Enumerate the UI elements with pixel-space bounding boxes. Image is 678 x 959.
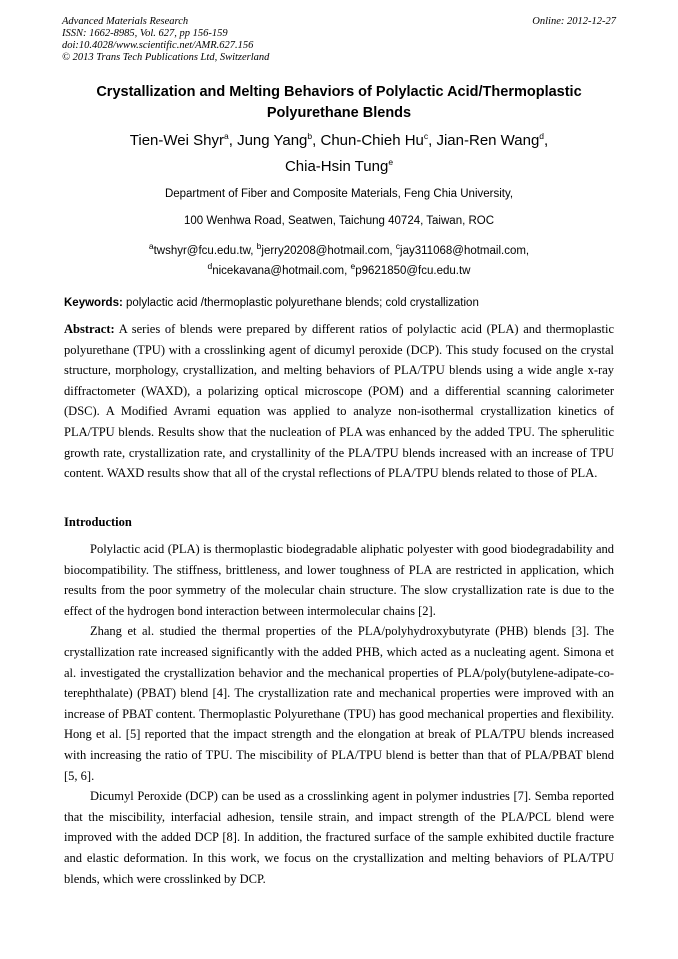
author-sup: c bbox=[423, 131, 429, 141]
email-list bbox=[40, 241, 638, 281]
keywords-text: polylactic acid /thermoplastic polyurethane blends; cold crystallization bbox=[122, 297, 479, 309]
author-list bbox=[40, 128, 638, 180]
title-line-2: Polyurethane Blends bbox=[266, 105, 412, 121]
introduction-heading: Introduction bbox=[64, 515, 132, 529]
abstract-paragraph bbox=[64, 319, 614, 484]
keywords-label: Keywords: bbox=[64, 297, 123, 309]
abstract-text: A series of blends were prepared by different ratios of polylactic acid (PLA) and thermoplastic polyurethane (TPU) with a crosslinking agent of dicumyl peroxide (DCP). This study focused on the crystal structure, morphology, crystallization, and melting behaviors of PLA/TPU blends using a wide angle x-ray diffractometer (WAXD), a polarizing optical microscope (POM) and a differential scanning calorimeter (DSC). A Modified Avrami equation was applied to analyze non-isothermal crystallization kinetics of PLA/TPU blends. Results show that the nucleation of PLA was enhanced by the added TPU. The spherulitic growth rate, crystallization rate, and crystallinity of the PLA/TPU blends increased with an increase of TPU content. WAXD results show that all of the crystal reflections of PLA/TPU blends related to those of PLA. bbox=[64, 322, 614, 481]
affiliation-line-1: Department of Fiber and Composite Materials, Feng Chia University, bbox=[164, 188, 514, 200]
author-name: Chia-Hsin Tung bbox=[284, 158, 389, 175]
author-sep: , bbox=[228, 132, 238, 149]
email-address: nicekavana@hotmail.com, bbox=[212, 265, 351, 277]
author-line-2 bbox=[40, 154, 638, 180]
author-name: Tien-Wei Shyr bbox=[129, 132, 224, 149]
abstract-label: Abstract: bbox=[64, 322, 115, 336]
paper-title bbox=[40, 82, 638, 124]
intro-paragraph-1: Polylactic acid (PLA) is thermoplastic biodegradable aliphatic polyester with good biodegradability and biocompatibility. The stiffness, brittleness, and lower toughness of PLA are restricted in application, which results from the poor symmetry of the molecular chain structure. The slow crystallization rate is due to the effect of the hydrogen bond interaction between intermolecular chains [2]. bbox=[64, 542, 614, 618]
author-sup: e bbox=[388, 157, 394, 167]
doi-line: doi:10.4028/www.scientific.net/AMR.627.156 bbox=[62, 40, 254, 51]
author-sep: , bbox=[312, 132, 321, 149]
keywords bbox=[64, 296, 620, 310]
intro-paragraph-2: Zhang et al. studied the thermal properties of the PLA/polyhydroxybutyrate (PHB) blends [3]. The crystallization rate increased significantly with the added PHB, which acted as a nucleating agent. Simona et al. investigated the crystallization behavior and the mechanical properties of PLA/poly(butylene-adipate-co-terephthalate) (PBAT) blend [4]. The crystallization rate and mechanical properties were improved with an increase of PBAT content. Thermoplastic Polyurethane (TPU) has good mechanical properties and flexibility. Hong et al. [5] reported that the impact strength and the elongation at break of PLA/TPU blends increased with increasing the ratio of TPU. The miscibility of PLA/TPU blend is better than that of PLA/PBAT blend [5, 6]. bbox=[64, 624, 614, 783]
author-sup: a bbox=[223, 131, 229, 141]
email-sup: c bbox=[395, 241, 401, 252]
abstract bbox=[64, 319, 614, 484]
email-sup: a bbox=[148, 241, 154, 252]
email-address: twshyr@fcu.edu.tw, bbox=[153, 245, 257, 257]
copyright-line: © 2013 Trans Tech Publications Ltd, Switzerland bbox=[62, 52, 270, 63]
email-sup: e bbox=[350, 261, 356, 272]
email-sup: d bbox=[207, 261, 213, 272]
author-line-1 bbox=[40, 128, 638, 154]
email-sup: b bbox=[256, 241, 262, 252]
email-address: jerry20208@hotmail.com, bbox=[261, 245, 396, 257]
email-line-2 bbox=[40, 261, 638, 281]
email-address: jay311068@hotmail.com, bbox=[400, 245, 530, 257]
title-line-1: Crystallization and Melting Behaviors of Polylactic Acid/Thermoplastic bbox=[96, 84, 582, 100]
author-sep: , bbox=[428, 132, 437, 149]
journal-name: Advanced Materials Research bbox=[62, 16, 189, 27]
intro-paragraph-3: Dicumyl Peroxide (DCP) can be used as a crosslinking agent in polymer industries [7]. Semba reported that the miscibility, interfacial adhesion, tensile strain, and impact strength of the PLA/PCL blend were improved with the added DCP [8]. In addition, the fractured surface of the sample exhibited ductile fracture and elastic deformation. In this work, we focus on the crystallization and melting behaviors of PLA/TPU blends, which were crosslinked by DCP. bbox=[64, 789, 614, 886]
email-address: p9621850@fcu.edu.tw bbox=[355, 265, 471, 277]
author-name: Jian-Ren Wang bbox=[436, 132, 540, 149]
issn-line: ISSN: 1662-8985, Vol. 627, pp 156-159 bbox=[62, 28, 228, 39]
affiliation-line-2: 100 Wenhwa Road, Seatwen, Taichung 40724, Taiwan, ROC bbox=[183, 215, 495, 227]
author-name: Jung Yang bbox=[237, 132, 308, 149]
author-name: Chun-Chieh Hu bbox=[320, 132, 424, 149]
online-date: Online: 2012-12-27 bbox=[532, 16, 616, 27]
author-sup: d bbox=[539, 131, 545, 141]
author-sep: , bbox=[544, 132, 549, 149]
email-line-1 bbox=[40, 241, 638, 261]
introduction-body bbox=[64, 539, 614, 889]
author-sup: b bbox=[307, 131, 313, 141]
